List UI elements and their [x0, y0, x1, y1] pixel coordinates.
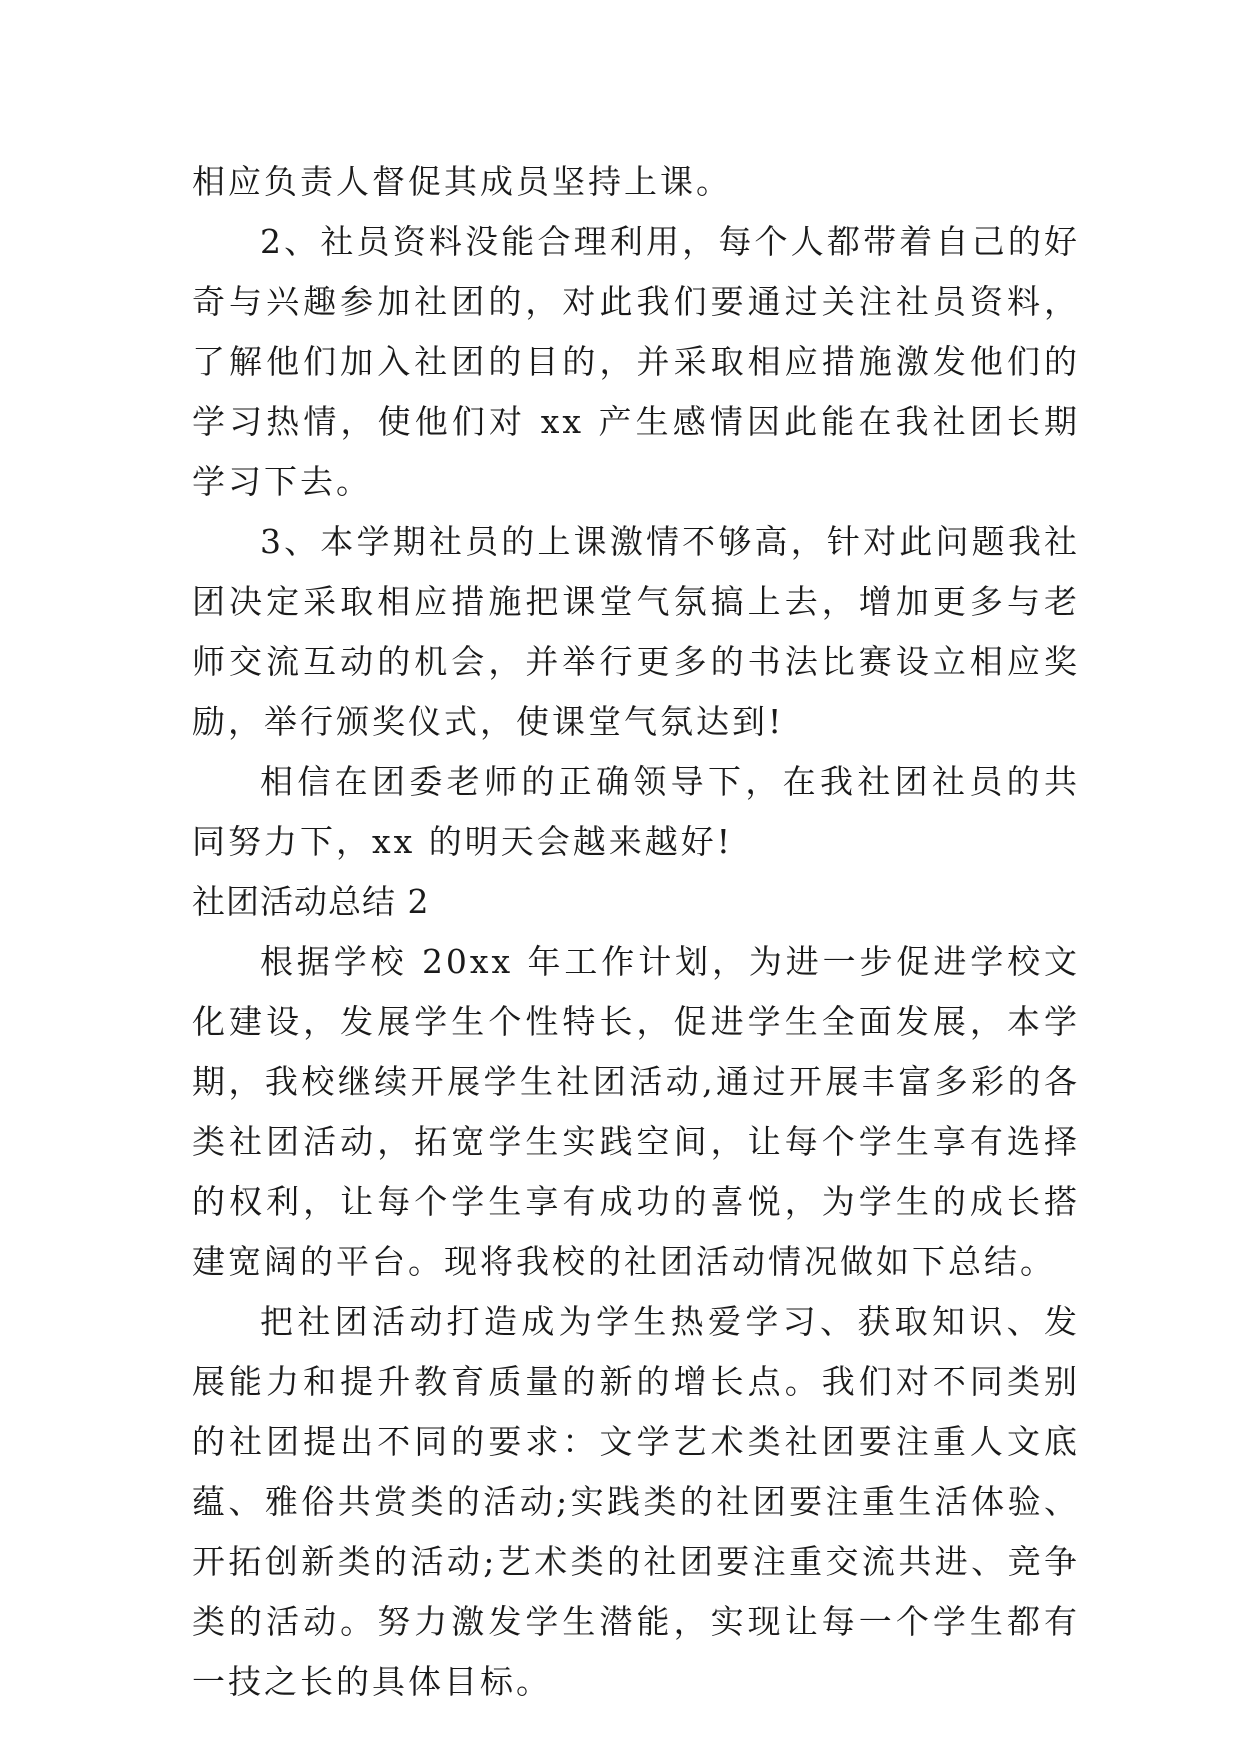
- paragraph-goals: 把社团活动打造成为学生热爱学习、获取知识、发展能力和提升教育质量的新的增长点。我们对不同类别的社团提出不同的要求：文学艺术类社团要注重人文底蕴、雅俗共赏类的活动;实践类的社团要注重生活体验、开拓创新类的活动;艺术类的社团要注重交流共进、竞争类的活动。努力激发学生潜能，实现让每一个学生都有一技之长的具体目标。: [192, 1302, 1080, 1701]
- paragraph-intro: 根据学校 20xx 年工作计划，为进一步促进学校文化建设，发展学生个性特长，促进学生全面发展，本学期，我校继续开展学生社团活动,通过开展丰富多彩的各类社团活动，拓宽学生实践空间，让每个学生享有选择的权利，让每个学生享有成功的喜悦，为学生的成长搭建宽阔的平台。现将我校的社团活动情况做如下总结。: [192, 942, 1080, 1281]
- paragraph-continuation: 相应负责人督促其成员坚持上课。: [192, 162, 732, 201]
- paragraph-closing: 相信在团委老师的正确领导下，在我社团社员的共同努力下，xx 的明天会越来越好!: [192, 762, 1080, 861]
- section-heading: 社团活动总结 2: [192, 882, 430, 921]
- paragraph-item-2: 2、社员资料没能合理利用，每个人都带着自己的好奇与兴趣参加社团的，对此我们要通过关注社员资料，了解他们加入社团的目的，并采取相应措施激发他们的学习热情，使他们对 xx 产生感情因此能在我社团长期学习下去。: [192, 222, 1080, 501]
- document-body: [192, 152, 1080, 1712]
- paragraph-item-3: 3、本学期社员的上课激情不够高，针对此问题我社团决定采取相应措施把课堂气氛搞上去，增加更多与老师交流互动的机会，并举行更多的书法比赛设立相应奖励，举行颁奖仪式，使课堂气氛达到!: [192, 522, 1080, 741]
